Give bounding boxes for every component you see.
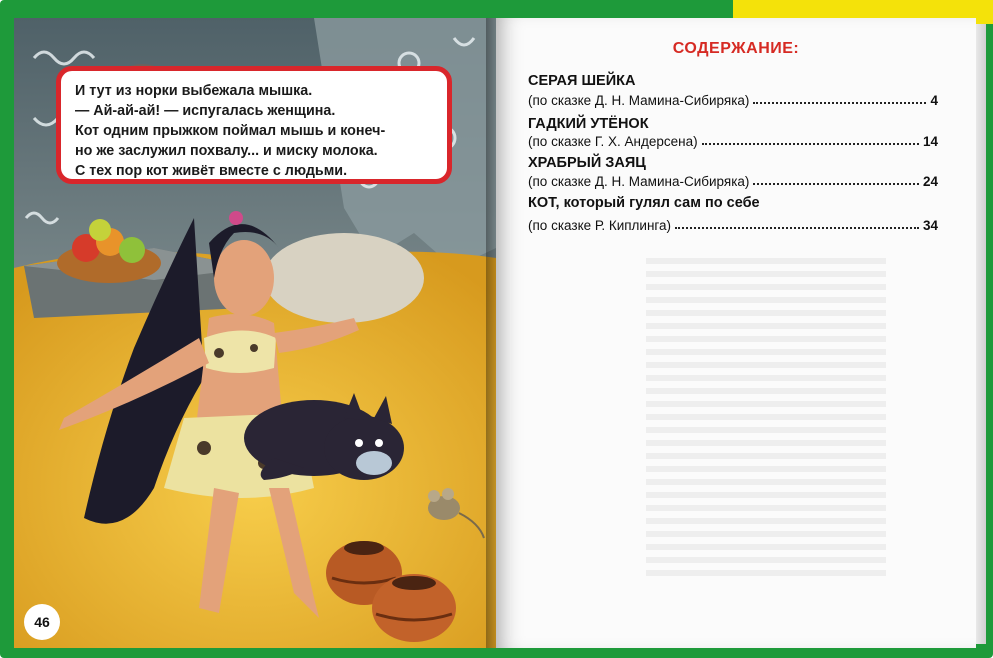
dot-leader [753,102,926,104]
toc-entry-source: (по сказке Р. Киплинга) [528,218,672,233]
story-line: — Ай-ай-ай! — испугалась женщина. [75,103,336,119]
toc-entry-row [528,215,938,233]
toc-entry-page: 24 [922,174,938,189]
boulder [264,233,424,323]
toc-entry-title: ХРАБРЫЙ ЗАЯЦ [528,155,646,171]
story-line: Кот одним прыжком поймал мышь и конеч- [75,123,386,139]
toc-entry-title: КОТ, который гулял сам по себе [528,195,760,211]
dot-leader [753,183,919,185]
toc-entry-source: (по сказке Г. Х. Андерсена) [528,134,698,149]
toc-entry-row [528,171,938,189]
dot-leader [675,227,919,229]
toc-entry-title: СЕРАЯ ШЕЙКА [528,73,636,89]
left-page [14,18,496,648]
story-line: но же заслужил похвалу... и миску молока. [75,143,378,159]
story-text-box [56,66,452,184]
show-through [646,258,886,578]
page-edges [976,24,986,644]
toc-entry-page: 34 [922,218,938,233]
toc-entry-source: (по сказке Д. Н. Мамина-Сибиряка) [528,174,750,189]
toc-entry-row [528,90,938,108]
toc-entry-source: (по сказке Д. Н. Мамина-Сибиряка) [528,93,750,108]
dot-leader [702,143,919,145]
story-line: С тех пор кот живёт вместе с людьми. [75,163,348,179]
story-line: И тут из норки выбежала мышка. [75,83,313,99]
toc-entry-title: ГАДКИЙ УТЁНОК [528,116,649,132]
toc-heading: СОДЕРЖАНИЕ: [672,40,800,57]
toc-entry-page: 14 [922,134,938,149]
toc-entry-page: 4 [930,93,938,108]
right-page [496,18,976,648]
toc-entry-row [528,131,938,149]
page-number: 46 [24,604,60,640]
